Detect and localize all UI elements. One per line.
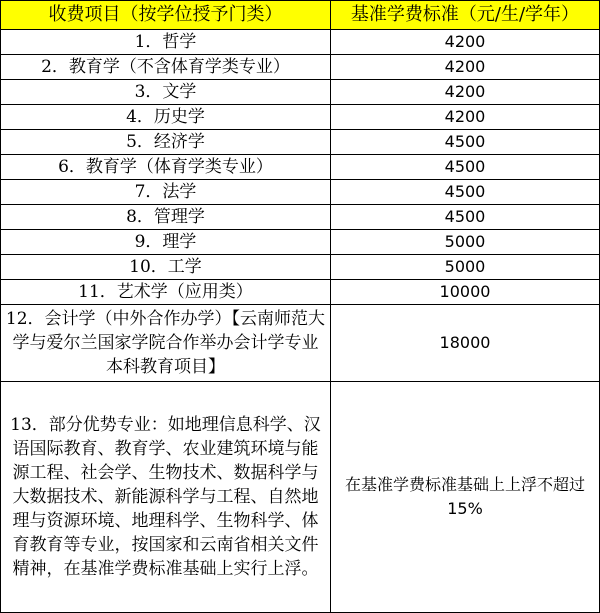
table-row bbox=[1, 230, 600, 255]
table-row bbox=[1, 130, 600, 155]
subject-cell: 11．艺术学（应用类） bbox=[1, 280, 331, 305]
table-row bbox=[1, 280, 600, 305]
fee-cell: 10000 bbox=[331, 280, 600, 305]
subject-cell: 12．会计学（中外合作办学）【云南师范大学与爱尔兰国家学院合作举办会计学专业本科教育项目】 bbox=[1, 305, 331, 382]
subject-cell: 2．教育学（不含体育学类专业） bbox=[1, 55, 331, 80]
header-fee: 基准学费标准（元/生/学年） bbox=[331, 1, 600, 30]
subject-cell: 7．法学 bbox=[1, 180, 331, 205]
subject-cell: 10．工学 bbox=[1, 255, 331, 280]
fee-cell: 18000 bbox=[331, 305, 600, 382]
subject-cell: 13．部分优势专业：如地理信息科学、汉语国际教育、教育学、农业建筑环境与能源工程、社会学、生物技术、数据科学与大数据技术、新能源科学与工程、自然地理与资源环境、地理科学、生物科学、体育教育等专业，按国家和云南省相关文件精神，在基准学费标准基础上实行上浮。 bbox=[1, 382, 331, 613]
fee-cell: 4200 bbox=[331, 80, 600, 105]
fee-cell: 5000 bbox=[331, 255, 600, 280]
fee-cell: 4200 bbox=[331, 30, 600, 55]
subject-cell: 4．历史学 bbox=[1, 105, 331, 130]
table-row bbox=[1, 155, 600, 180]
subject-cell: 9．理学 bbox=[1, 230, 331, 255]
subject-cell: 8．管理学 bbox=[1, 205, 331, 230]
subject-cell: 5．经济学 bbox=[1, 130, 331, 155]
fee-cell: 4500 bbox=[331, 205, 600, 230]
fee-cell: 4200 bbox=[331, 105, 600, 130]
fee-cell: 4200 bbox=[331, 55, 600, 80]
table-row bbox=[1, 105, 600, 130]
table-row bbox=[1, 80, 600, 105]
table-row bbox=[1, 55, 600, 80]
table-row bbox=[1, 382, 600, 613]
fee-cell: 4500 bbox=[331, 180, 600, 205]
table-row bbox=[1, 205, 600, 230]
subject-cell: 1．哲学 bbox=[1, 30, 331, 55]
table-row bbox=[1, 30, 600, 55]
fee-cell: 4500 bbox=[331, 130, 600, 155]
fee-cell: 在基准学费标准基础上上浮不超过15% bbox=[331, 382, 600, 613]
subject-cell: 6．教育学（体育学类专业） bbox=[1, 155, 331, 180]
fee-cell: 4500 bbox=[331, 155, 600, 180]
table-row bbox=[1, 180, 600, 205]
table-row bbox=[1, 255, 600, 280]
header-subject: 收费项目（按学位授予门类） bbox=[1, 1, 331, 30]
header-row bbox=[1, 1, 600, 30]
fee-cell: 5000 bbox=[331, 230, 600, 255]
subject-cell: 3．文学 bbox=[1, 80, 331, 105]
table-row bbox=[1, 305, 600, 382]
